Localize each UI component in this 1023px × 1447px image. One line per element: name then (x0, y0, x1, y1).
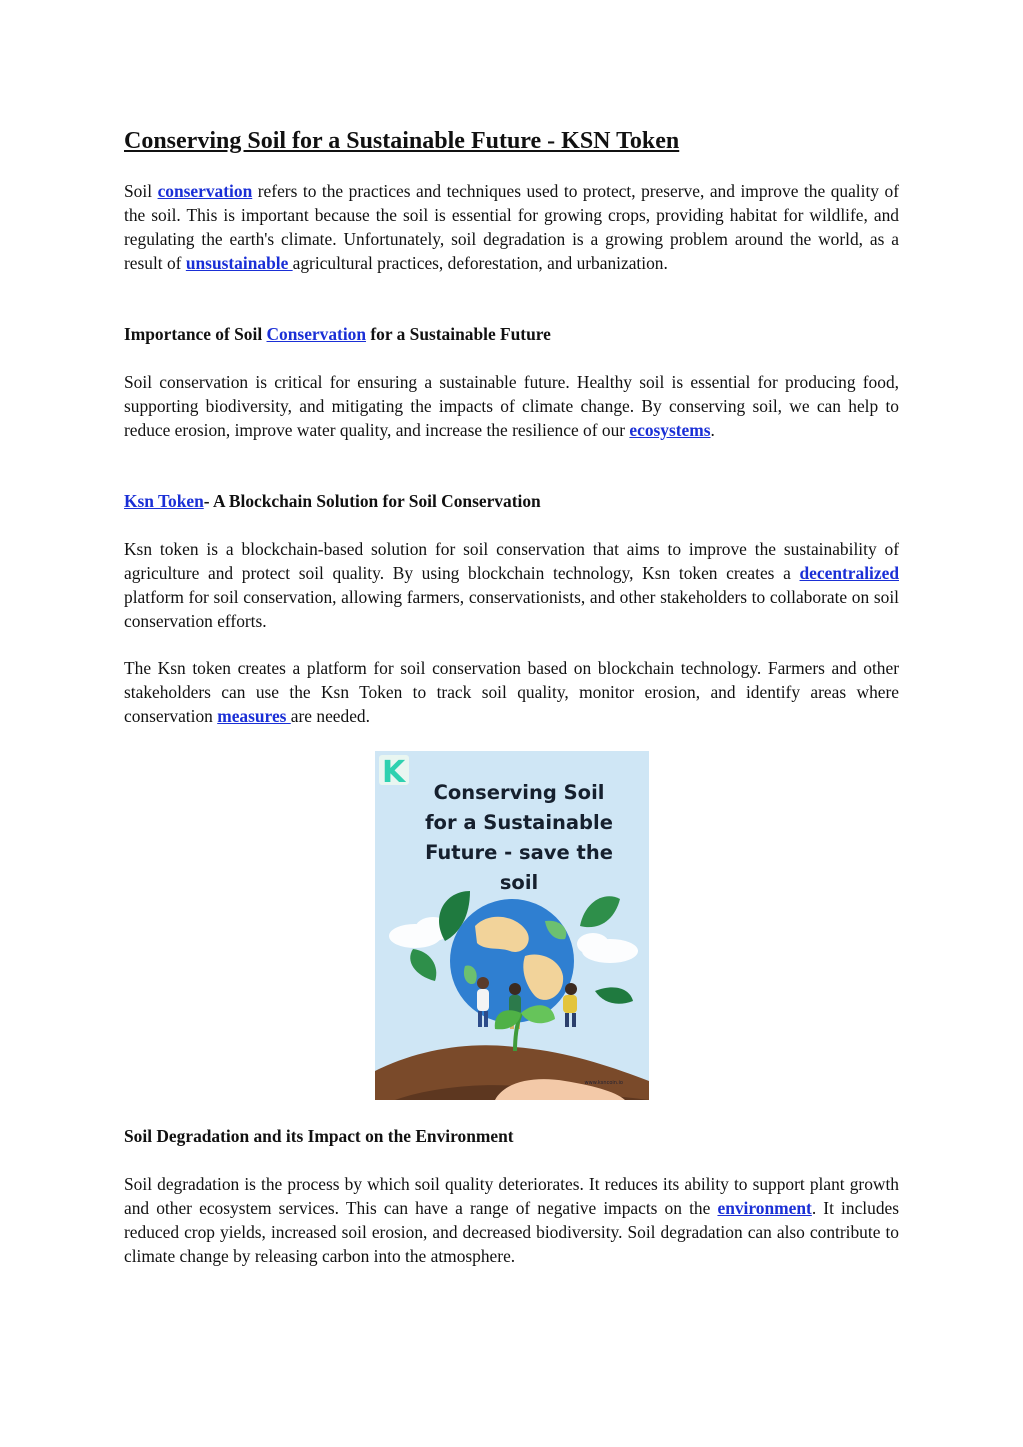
importance-text-2: . (710, 420, 715, 440)
link-conservation-heading[interactable]: Conservation (266, 324, 367, 344)
degradation-paragraph (124, 1172, 899, 1268)
link-measures[interactable]: measures (217, 706, 291, 726)
importance-text-1: Soil conservation is critical for ensuring a sustainable future. Healthy soil is essential for producing food, supporting biodiversity, and mitigating the impacts of climate change. By conserving soil, we can help to reduce erosion, improve water quality, and increase the resilience of our (124, 372, 899, 440)
heading-text-ksn-post: - A Blockchain Solution for Soil Conservation (203, 491, 541, 511)
page-title: Conserving Soil for a Sustainable Future - KSN Token (124, 128, 680, 154)
heading-text-post: for a Sustainable Future (366, 324, 551, 344)
ksn-logo (379, 755, 409, 790)
poster-title-line-1: Conserving Soil (433, 781, 605, 804)
intro-paragraph (124, 179, 899, 275)
section-heading-ksn-token (124, 489, 541, 513)
logo-letter: K (382, 755, 406, 790)
ksn-paragraph-2 (124, 656, 899, 728)
poster-title-line-2: for a Sustainable (425, 811, 613, 834)
poster-url: www.ksncoin.io (584, 1080, 623, 1086)
poster-title-line-4: soil (499, 871, 539, 894)
intro-text-1: Soil (124, 181, 158, 201)
section-heading-degradation: Soil Degradation and its Impact on the Environment (124, 1126, 514, 1146)
link-ecosystems[interactable]: ecosystems (629, 420, 711, 440)
ksn-paragraph-1 (124, 537, 899, 633)
link-environment[interactable]: environment (717, 1198, 812, 1218)
link-conservation[interactable]: conservation (157, 181, 253, 201)
section-heading-importance (124, 322, 551, 346)
intro-text-3: agricultural practices, deforestation, and urbanization. (292, 253, 668, 273)
importance-paragraph (124, 370, 899, 442)
link-unsustainable[interactable]: unsustainable (185, 253, 293, 273)
degradation-text-2: . It includes reduced crop yields, increased soil erosion, and decreased biodiversity. Soil degradation can also contribute to climate change by releasing carbon into the atmosphere. (124, 1198, 900, 1266)
soil-poster-image (375, 751, 649, 1100)
intro-text-2: refers to the practices and techniques used to protect, preserve, and improve the quality of the soil. This is important because the soil is essential for growing crops, providing habitat for wildlife, and regulating the earth's climate. Unfortunately, soil degradation is a growing problem around the world, as a result of (124, 181, 899, 273)
link-decentralized[interactable]: decentralized (799, 563, 899, 583)
ksn-p1-text-2: platform for soil conservation, allowing farmers, conservationists, and other stakeholders to collaborate on soil conservation efforts. (124, 587, 899, 631)
ksn-p2-text-2: are needed. (290, 706, 370, 726)
degradation-text-1: Soil degradation is the process by which soil quality deteriorates. It reduces its ability to support plant growth and other ecosystem services. This can have a range of negative impacts on the (124, 1174, 899, 1218)
heading-text-pre: Importance of Soil (124, 324, 267, 344)
poster-title-line-3: Future - save the (425, 841, 613, 864)
link-ksn-token[interactable]: Ksn Token (124, 491, 204, 511)
ksn-p2-text-1: The Ksn token creates a platform for soil conservation based on blockchain technology. Farmers and other stakeholders can use the Ksn Token to track soil quality, monitor erosion, and identify areas where conservation (124, 658, 899, 726)
ksn-p1-text-1: Ksn token is a blockchain-based solution for soil conservation that aims to improve the sustainability of agriculture and protect soil quality. By using blockchain technology, Ksn token creates a (124, 539, 899, 583)
